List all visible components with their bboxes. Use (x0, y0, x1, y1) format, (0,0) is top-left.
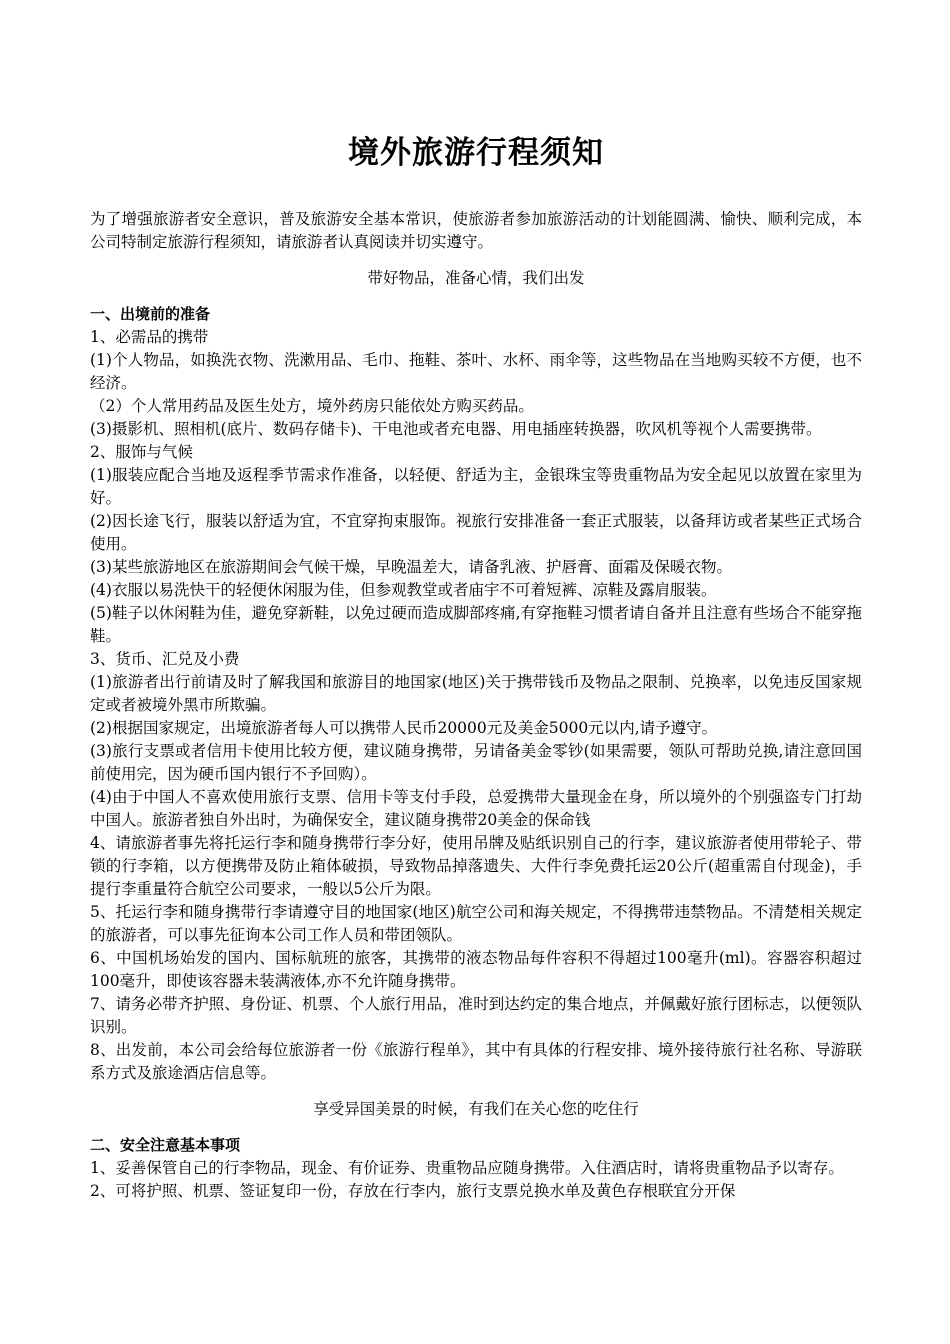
slogan-enjoy: 享受异国美景的时候，有我们在关心您的吃住行 (313, 1100, 639, 1118)
section1-paragraph: (4)由于中国人不喜欢使用旅行支票、信用卡等支付手段，总爱携带大量现金在身，所以境外的个别强盗专门打劫中国人。旅游者独自外出时，为确保安全，建议随身携带20美金的保命钱 (90, 788, 862, 829)
section1-paragraph: 2、服饰与气候 (90, 443, 193, 461)
section1-paragraph: (1)个人物品，如换洗衣物、洗漱用品、毛巾、拖鞋、茶叶、水杯、雨伞等，这些物品在当地购买较不方便，也不经济。 (90, 351, 862, 392)
section1-paragraph: (1)旅游者出行前请及时了解我国和旅游目的地国家(地区)关于携带钱币及物品之限制、兑换率，以免违反国家规定或者被境外黑市所欺骗。 (90, 673, 862, 714)
section1-paragraph: (2)因长途飞行，服装以舒适为宜，不宜穿拘束服饰。视旅行安排准备一套正式服装，以备拜访或者某些正式场合使用。 (90, 512, 862, 553)
page-title: 境外旅游行程须知 (348, 135, 604, 171)
section1-paragraph: (3)旅行支票或者信用卡使用比较方便，建议随身携带，另请备美金零钞(如果需要，领队可帮助兑换,请注意回国前使用完，因为硬币国内银行不予回购）。 (90, 742, 862, 783)
intro-paragraph: 为了增强旅游者安全意识，普及旅游安全基本常识，使旅游者参加旅游活动的计划能圆满、愉快、顺利完成，本公司特制定旅游行程须知，请旅游者认真阅读并切实遵守。 (90, 210, 862, 251)
section1-paragraph: 6、中国机场始发的国内、国标航班的旅客，其携带的液态物品每件容积不得超过100毫升(ml)。容器容积超过100毫升，即使该容器未装满液体,亦不允许随身携带。 (90, 949, 862, 990)
section1-paragraph: (3)某些旅游地区在旅游期间会气候干燥，早晚温差大，请备乳液、护唇膏、面霜及保暖衣物。 (90, 558, 732, 576)
section1-paragraph: 5、托运行李和随身携带行李请遵守目的地国家(地区)航空公司和海关规定，不得携带违禁物品。不清楚相关规定的旅游者，可以事先征询本公司工作人员和带团领队。 (90, 903, 862, 944)
section2-paragraph: 2、可将护照、机票、签证复印一份，存放在行李内，旅行支票兑换水单及黄色存根联宜分开保 (90, 1182, 736, 1200)
section1-paragraph: 3、货币、汇兑及小费 (90, 650, 240, 668)
section2-paragraph: 1、妥善保管自己的行李物品，现金、有价证券、贵重物品应随身携带。入住酒店时，请将贵重物品予以寄存。 (90, 1159, 844, 1177)
section-heading-safety: 二、安全注意基本事项 (90, 1136, 241, 1154)
document-body (90, 208, 862, 1203)
section1-paragraph: （2）个人常用药品及医生处方，境外药房只能依处方购买药品。 (90, 397, 534, 415)
section1-paragraph: 1、必需品的携带 (90, 328, 209, 346)
slogan-prepare: 带好物品，准备心情，我们出发 (367, 269, 585, 287)
section1-paragraph: (3)摄影机、照相机(底片、数码存储卡)、干电池或者充电器、用电插座转换器，吹风机等视个人需要携带。 (90, 420, 822, 438)
section1-paragraph: (4)衣服以易洗快干的轻便休闲服为佳，但参观教堂或者庙宇不可着短裤、凉鞋及露肩服装。 (90, 581, 717, 599)
section1-paragraph: 4、请旅游者事先将托运行李和随身携带行李分好，使用吊牌及贴纸识别自己的行李，建议旅游者使用带轮子、带锁的行李箱，以方便携带及防止箱体破损，导致物品掉落遗失、大件行李免费托运20公斤(超重需自付现金)，手提行李重量符合航空公司要求，一般以5公斤为限。 (90, 834, 862, 898)
section1-paragraph: (1)服装应配合当地及返程季节需求作准备，以轻便、舒适为主，金银珠宝等贵重物品为安全起见以放置在家里为好。 (90, 466, 862, 507)
section1-paragraph: 7、请务必带齐护照、身份证、机票、个人旅行用品，准时到达约定的集合地点，并佩戴好旅行团标志，以便领队识别。 (90, 995, 862, 1036)
section-heading-preparation: 一、出境前的准备 (90, 305, 211, 323)
section1-paragraph: (2)根据国家规定，出境旅游者每人可以携带人民币20000元及美金5000元以内,请予遵守。 (90, 719, 718, 737)
section1-paragraph: 8、出发前，本公司会给每位旅游者一份《旅游行程单》，其中有具体的行程安排、境外接待旅行社名称、导游联系方式及旅途酒店信息等。 (90, 1041, 862, 1082)
section1-paragraph: (5)鞋子以休闲鞋为佳，避免穿新鞋，以免过硬而造成脚部疼痛,有穿拖鞋习惯者请自备并且注意有些场合不能穿拖鞋。 (90, 604, 862, 645)
